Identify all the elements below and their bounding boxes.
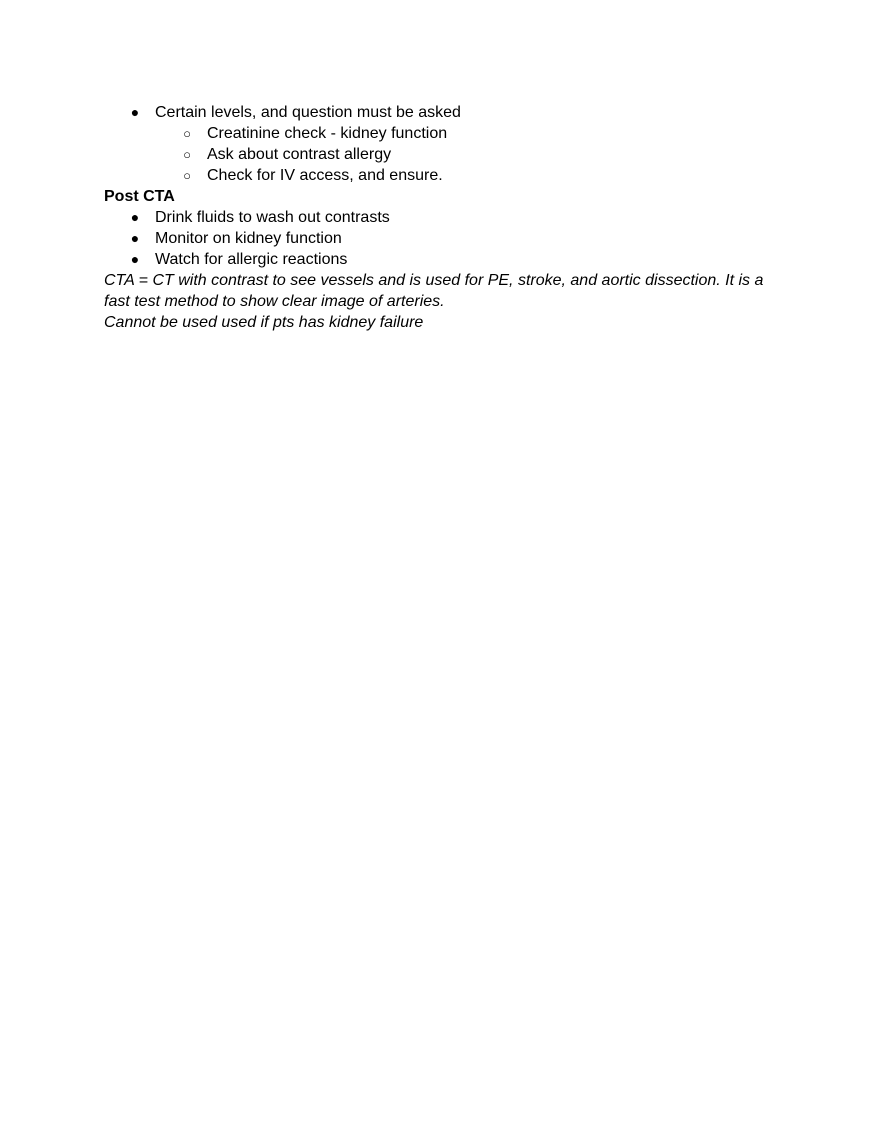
section-heading-post-cta: Post CTA xyxy=(104,188,175,205)
list-item xyxy=(104,102,784,186)
list-item xyxy=(104,228,784,249)
filled-bullet-icon: ● xyxy=(130,104,140,120)
document-content xyxy=(104,102,784,333)
list-item-text: Certain levels, and question must be asked xyxy=(155,104,461,121)
filled-bullet-icon: ● xyxy=(130,209,140,225)
sub-list-item-text: Creatinine check - kidney function xyxy=(207,125,448,142)
kidney-failure-note: Cannot be used used if pts has kidney failure xyxy=(104,314,424,331)
list-item-text: Watch for allergic reactions xyxy=(155,251,348,268)
list-item xyxy=(104,249,784,270)
sub-list xyxy=(155,123,784,186)
list-item-text: Drink fluids to wash out contrasts xyxy=(155,209,390,226)
sub-list-item xyxy=(104,123,784,144)
sub-list-item-text: Check for IV access, and ensure. xyxy=(207,167,443,184)
sub-list-item xyxy=(104,144,784,165)
sub-list-item xyxy=(104,165,784,186)
hollow-bullet-icon: ○ xyxy=(183,126,191,141)
pre-cta-list xyxy=(104,102,784,186)
post-cta-list xyxy=(104,207,784,270)
hollow-bullet-icon: ○ xyxy=(183,168,191,183)
filled-bullet-icon: ● xyxy=(130,230,140,246)
list-item-text: Monitor on kidney function xyxy=(155,230,342,247)
sub-list-item-text: Ask about contrast allergy xyxy=(207,146,392,163)
hollow-bullet-icon: ○ xyxy=(183,147,191,162)
cta-definition-note: CTA = CT with contrast to see vessels and is used for PE, stroke, and aortic dissection. It is a fast test method to show clear image of arteries. xyxy=(104,272,764,310)
list-item xyxy=(104,207,784,228)
filled-bullet-icon: ● xyxy=(130,251,140,267)
